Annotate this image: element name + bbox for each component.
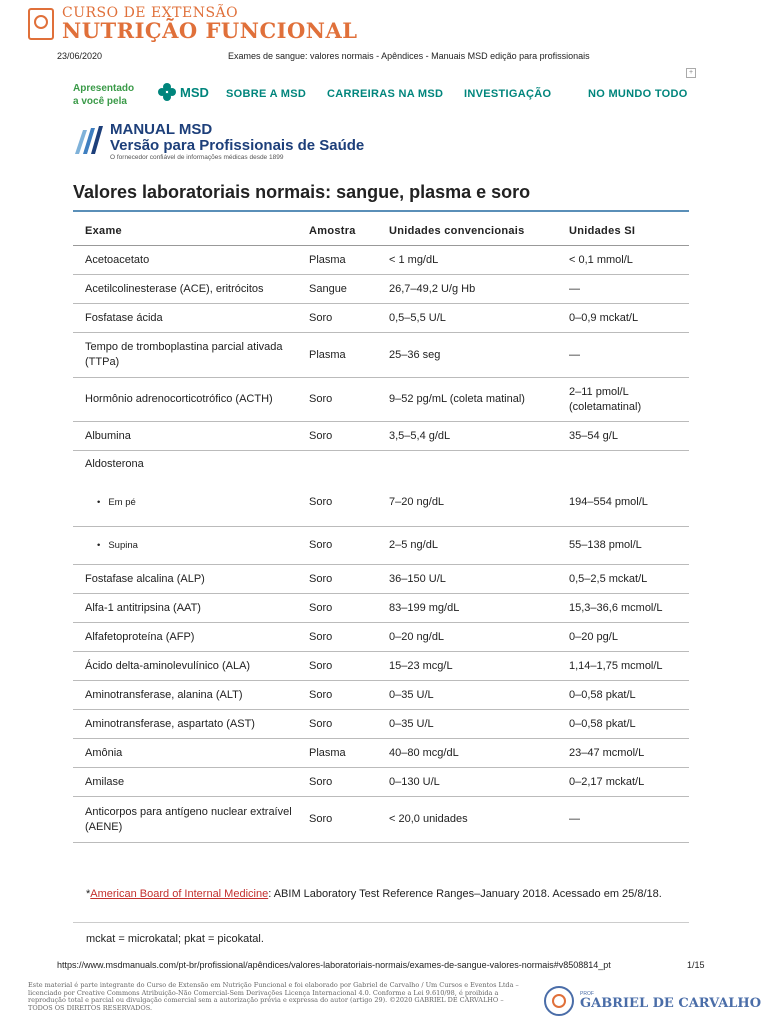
table-row: Anticorpos para antígeno nuclear extraível (AENE) Soro < 20,0 unidades — (73, 797, 689, 843)
print-url: https://www.msdmanuals.com/pt-br/profissional/apêndices/valores-laboratoriais-normais/exames-de-sangue-valores-normais#v8508814_pt (57, 960, 611, 970)
author-signature: PROF GABRIEL DE CARVALHO (544, 986, 761, 1016)
reference-footnote: *American Board of Internal Medicine: ABIM Laboratory Test Reference Ranges–January 2018. Acessado em 25/8/18. (86, 888, 662, 900)
nav-research[interactable]: INVESTIGAÇÃO (464, 88, 552, 100)
course-brand (28, 6, 358, 42)
lab-values-table (73, 217, 689, 843)
footnote-divider (73, 922, 689, 923)
page-number: 1/15 (687, 960, 705, 970)
nav-about-msd[interactable]: SOBRE A MSD (226, 88, 307, 100)
table-row: Amônia Plasma 40–80 mcg/dL 23–47 mcmol/L (73, 739, 689, 768)
table-row: Fostafase alcalina (ALP) Soro 36–150 U/L 0,5–2,5 mckat/L (73, 565, 689, 594)
brand-line2: NUTRIÇÃO FUNCIONAL (62, 18, 358, 43)
msd-wordmark: MSD (180, 84, 209, 100)
table-row: Aminotransferase, aspartato (AST) Soro 0–35 U/L 0–0,58 pkat/L (73, 710, 689, 739)
manual-logo-icon (73, 124, 103, 156)
brand-line1: CURSO DE EXTENSÃO (62, 5, 239, 21)
presented-by: Apresentado a você pela (73, 83, 135, 107)
col-header-exam: Exame (73, 217, 297, 246)
table-row: Aldosterona (85, 458, 144, 471)
msd-logo[interactable] (158, 83, 209, 101)
legal-notice: Este material é parte integrante do Curso de Extensão em Nutrição Funcional e foi elaborado por Gabriel de Carvalho / Um Cursos e Eventos Ltda – licenciado por Creative Commons Atribuição-Não Comercial-Sem Derivações Licença Internacional 4.0. Conforme a Lei 9.610/98, é proibida a reprodução total e parcial ou divulgação comercial sem a autorização prévia e expressa do autor (artigo 29). ©2020 GABRIEL DE CARVALHO – TODOS OS DIREITOS RESERVADOS. (28, 981, 519, 1012)
clipboard-logo-icon (28, 8, 54, 40)
expand-icon[interactable]: + (686, 68, 696, 78)
col-header-sample: Amostra (297, 217, 377, 246)
table-row: Aminotransferase, alanina (ALT) Soro 0–35 U/L 0–0,58 pkat/L (73, 681, 689, 710)
table-row: Alfa-1 antitripsina (AAT) Soro 83–199 mg/dL 15,3–36,6 mcmol/L (73, 594, 689, 623)
col-header-conventional: Unidades convencionais (377, 217, 557, 246)
nav-worldwide[interactable]: NO MUNDO TODO (588, 88, 688, 100)
col-header-si: Unidades SI (557, 217, 689, 246)
table-row: • Em pé Soro 7–20 ng/dL 194–554 pmol/L (73, 479, 689, 527)
units-note: mckat = microkatal; pkat = picokatal. (86, 933, 264, 945)
manual-title[interactable]: MANUAL MSD Versão para Profissionais de Saúde O fornecedor confiável de informações médicas desde 1899 (110, 121, 365, 161)
table-row: Ácido delta-aminolevulínico (ALA) Soro 15–23 mcg/L 1,14–1,75 mcmol/L (73, 652, 689, 681)
table-row: Albumina Soro 3,5–5,4 g/dL 35–54 g/L (73, 422, 689, 451)
page-title: Valores laboratoriais normais: sangue, plasma e soro (73, 182, 531, 202)
print-date: 23/06/2020 (57, 51, 103, 61)
table-row: • Supina Soro 2–5 ng/dL 55–138 pmol/L (73, 527, 689, 565)
print-title: Exames de sangue: valores normais - Apêndices - Manuais MSD edição para profissionais (228, 51, 590, 61)
table-row: Hormônio adrenocorticotrófico (ACTH) Soro 9–52 pg/mL (coleta matinal) 2–11 pmol/L (coletamatinal) (73, 378, 689, 422)
table-header-row (73, 217, 689, 246)
abim-link[interactable]: American Board of Internal Medicine (90, 888, 269, 900)
table-row: Fosfatase ácida Soro 0,5–5,5 U/L 0–0,9 mckat/L (73, 304, 689, 333)
msd-logo-icon (158, 83, 176, 101)
table-row: Acetilcolinesterase (ACE), eritrócitos Sangue 26,7–49,2 U/g Hb — (73, 275, 689, 304)
table-row: Tempo de tromboplastina parcial ativada (TTPa) Plasma 25–36 seg — (73, 333, 689, 378)
author-seal-icon (544, 986, 574, 1016)
table-row: Acetoacetato Plasma < 1 mg/dL < 0,1 mmol/L (73, 246, 689, 275)
nav-careers[interactable]: CARREIRAS NA MSD (327, 88, 444, 100)
table-row: Amilase Soro 0–130 U/L 0–2,17 mckat/L (73, 768, 689, 797)
table-row: Alfafetoproteína (AFP) Soro 0–20 ng/dL 0–20 pg/L (73, 623, 689, 652)
title-divider (73, 210, 689, 212)
